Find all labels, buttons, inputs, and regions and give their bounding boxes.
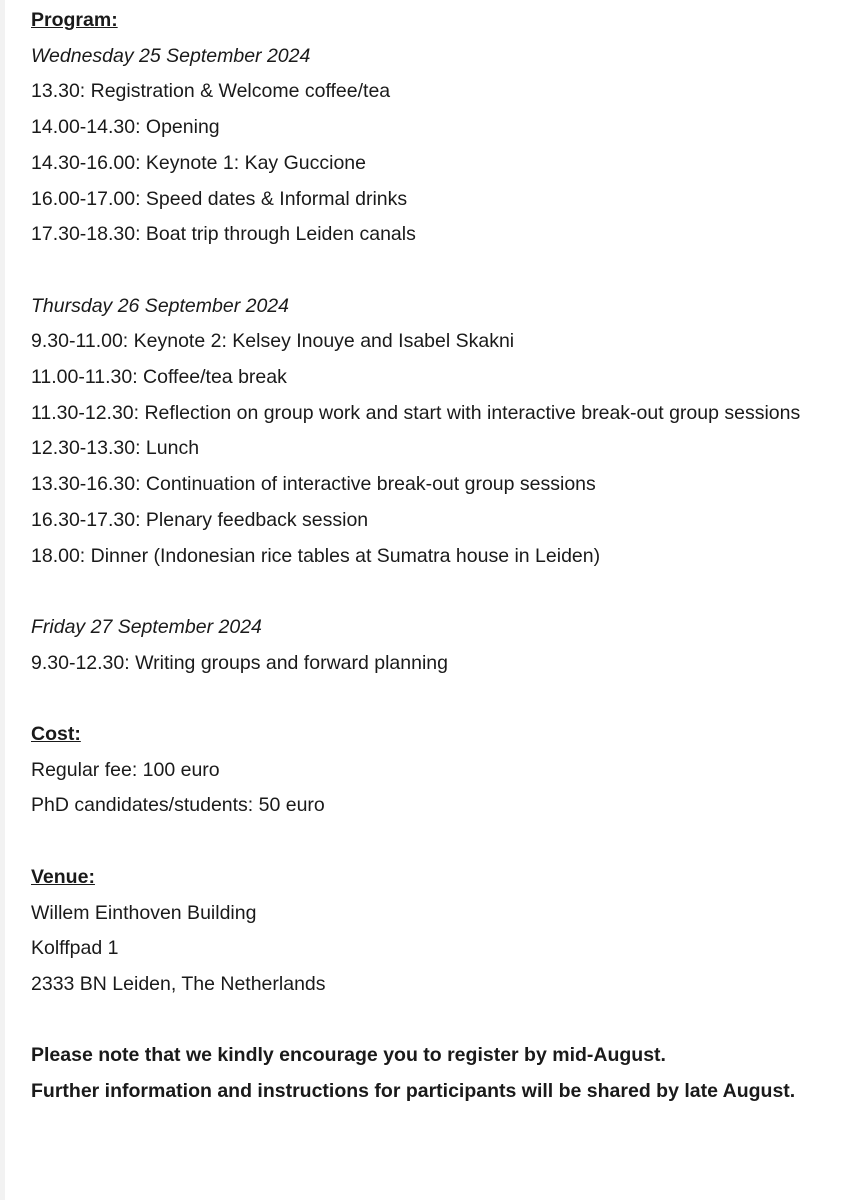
schedule-item: 13.30-16.30: Continuation of interactive break-out group sessions — [31, 473, 596, 496]
schedule-item: 9.30-11.00: Keynote 2: Kelsey Inouye and Isabel Skakni — [31, 330, 515, 353]
day-friday — [31, 610, 839, 681]
day-title: Wednesday 25 September 2024 — [31, 44, 311, 67]
schedule-item: 14.00-14.30: Opening — [31, 116, 220, 139]
venue-line: 2333 BN Leiden, The Netherlands — [31, 972, 326, 995]
program-heading: Program: — [31, 9, 118, 31]
schedule-item: 9.30-12.30: Writing groups and forward planning — [31, 651, 448, 674]
venue-line: Willem Einthoven Building — [31, 901, 257, 924]
blank-line — [31, 824, 839, 860]
cost-heading: Cost: — [31, 723, 81, 746]
venue-heading: Venue: — [31, 865, 95, 888]
document-body — [31, 3, 839, 1110]
schedule-item: 12.30-13.30: Lunch — [31, 437, 200, 460]
blank-line — [31, 681, 839, 717]
venue-section — [31, 860, 839, 1003]
left-margin-strip — [0, 0, 5, 1200]
cost-section — [31, 717, 839, 824]
day-title: Thursday 26 September 2024 — [31, 294, 289, 317]
schedule-item: 13.30: Registration & Welcome coffee/tea — [31, 80, 391, 103]
venue-line: Kolffpad 1 — [31, 937, 119, 960]
day-wednesday — [31, 39, 839, 253]
blank-line — [31, 1003, 839, 1039]
schedule-item: 11.30-12.30: Reflection on group work and start with interactive break-out group sessions — [31, 401, 801, 424]
blank-line — [31, 253, 839, 289]
schedule-item: 16.30-17.30: Plenary feedback session — [31, 508, 369, 531]
day-title: Friday 27 September 2024 — [31, 615, 262, 638]
schedule-item: 11.00-11.30: Coffee/tea break — [31, 366, 287, 389]
cost-item: PhD candidates/students: 50 euro — [31, 794, 325, 817]
schedule-item: 16.00-17.00: Speed dates & Informal drinks — [31, 187, 408, 210]
schedule-item: 18.00: Dinner (Indonesian rice tables at Sumatra house in Leiden) — [31, 544, 601, 567]
schedule-item: 14.30-16.00: Keynote 1: Kay Guccione — [31, 151, 366, 174]
day-thursday — [31, 289, 839, 575]
blank-line — [31, 574, 839, 610]
note-text: Further information and instructions for participants will be shared by late August. — [31, 1080, 796, 1103]
schedule-item: 17.30-18.30: Boat trip through Leiden canals — [31, 223, 416, 246]
cost-item: Regular fee: 100 euro — [31, 758, 220, 781]
notes-section — [31, 1038, 839, 1109]
note-text: Please note that we kindly encourage you to register by mid-August. — [31, 1044, 666, 1067]
